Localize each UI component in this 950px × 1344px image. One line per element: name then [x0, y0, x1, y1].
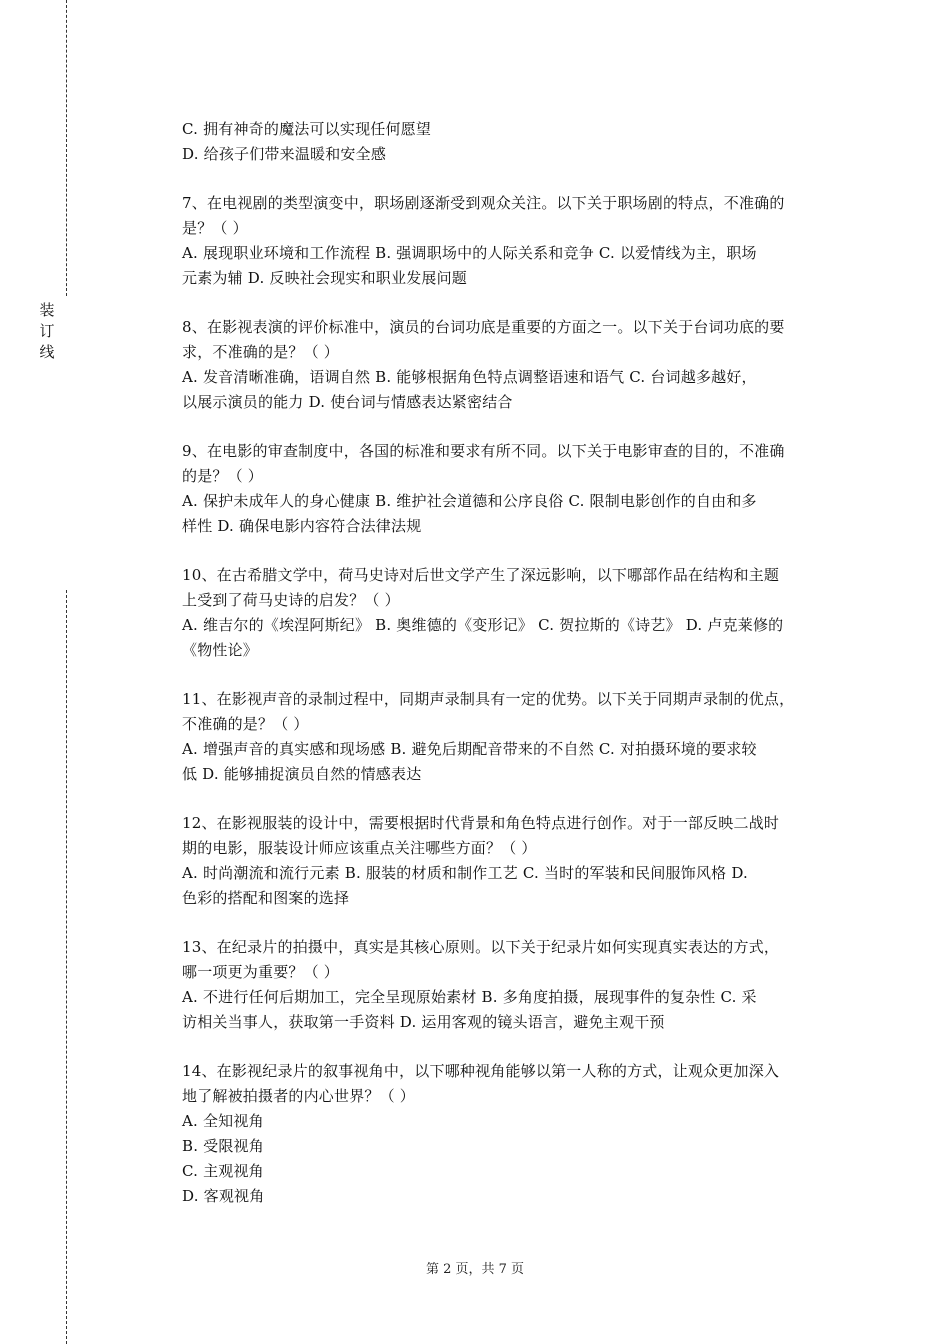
question-line: 14、在影视纪录片的叙事视角中，以下哪种视角能够以第一人称的方式，让观众更加深入 — [182, 1062, 780, 1080]
option-line: 色彩的搭配和图案的选择 — [182, 889, 350, 907]
option-line: D. 客观视角 — [182, 1187, 265, 1205]
question-13 — [182, 935, 844, 1035]
question-line: 上受到了荷马史诗的启发？（ ） — [182, 591, 400, 609]
question-line: 9、在电影的审查制度中，各国的标准和要求有所不同。以下关于电影审查的目的，不准确 — [182, 442, 785, 460]
page-number: 第 2 页，共 7 页 — [425, 1262, 525, 1277]
question-10 — [182, 563, 844, 663]
option-line: 《物性论》 — [182, 641, 259, 659]
continued-options — [182, 117, 844, 167]
option-line: D. 给孩子们带来温暖和安全感 — [182, 145, 387, 163]
question-line: 8、在影视表演的评价标准中，演员的台词功底是重要的方面之一。以下关于台词功底的要 — [182, 318, 785, 336]
binding-char: 装 — [39, 301, 55, 319]
option-line: 访相关当事人，获取第一手资料 D. 运用客观的镜头语言，避免主观干预 — [182, 1013, 665, 1031]
binding-char: 线 — [39, 343, 55, 361]
binding-label — [37, 300, 57, 363]
question-14 — [182, 1059, 844, 1209]
question-line: 不准确的是？（ ） — [182, 715, 309, 733]
question-line: 10、在古希腊文学中，荷马史诗对后世文学产生了深远影响，以下哪部作品在结构和主题 — [182, 566, 780, 584]
question-line: 的是？（ ） — [182, 467, 263, 485]
question-11 — [182, 687, 844, 787]
question-line: 11、在影视声音的录制过程中，同期声录制具有一定的优势。以下关于同期声录制的优点， — [182, 690, 795, 708]
question-12 — [182, 811, 844, 911]
binding-char: 订 — [39, 322, 55, 340]
question-8 — [182, 315, 844, 415]
question-line: 期的电影，服装设计师应该重点关注哪些方面？（ ） — [182, 839, 537, 857]
option-line: A. 展现职业环境和工作流程 B. 强调职场中的人际关系和竞争 C. 以爱情线为主，职场 — [182, 244, 757, 262]
question-line: 12、在影视服装的设计中，需要根据时代背景和角色特点进行创作。对于一部反映二战时 — [182, 814, 780, 832]
option-line: A. 维吉尔的《埃涅阿斯纪》 B. 奥维德的《变形记》 C. 贺拉斯的《诗艺》 D. 卢克莱修的 — [182, 616, 784, 634]
option-line: A. 保护未成年人的身心健康 B. 维护社会道德和公序良俗 C. 限制电影创作的自由和多 — [182, 492, 757, 510]
option-line: A. 时尚潮流和流行元素 B. 服装的材质和制作工艺 C. 当时的军装和民间服饰风格 D. — [182, 864, 748, 882]
question-9 — [182, 439, 844, 539]
option-line: A. 不进行任何后期加工，完全呈现原始素材 B. 多角度拍摄，展现事件的复杂性 C. 采 — [182, 988, 757, 1006]
option-line: 低 D. 能够捕捉演员自然的情感表达 — [182, 765, 422, 783]
binding-line-top — [66, 0, 67, 296]
option-line: 以展示演员的能力 D. 使台词与情感表达紧密结合 — [182, 393, 513, 411]
option-line: B. 受限视角 — [182, 1137, 264, 1155]
question-line: 7、在电视剧的类型演变中，职场剧逐渐受到观众关注。以下关于职场剧的特点，不准确的 — [182, 194, 785, 212]
page-content — [182, 117, 844, 1209]
binding-line-bottom — [66, 590, 67, 1344]
option-line: 元素为辅 D. 反映社会现实和职业发展问题 — [182, 269, 467, 287]
option-line: C. 主观视角 — [182, 1162, 264, 1180]
question-line: 地了解被拍摄者的内心世界？（ ） — [182, 1087, 415, 1105]
question-line: 13、在纪录片的拍摄中，真实是其核心原则。以下关于纪录片如何实现真实表达的方式， — [182, 938, 780, 956]
question-7 — [182, 191, 844, 291]
option-line: C. 拥有神奇的魔法可以实现任何愿望 — [182, 120, 432, 138]
option-line: 样性 D. 确保电影内容符合法律法规 — [182, 517, 422, 535]
option-line: A. 发音清晰准确，语调自然 B. 能够根据角色特点调整语速和语气 C. 台词越多越好， — [182, 368, 757, 386]
option-line: A. 增强声音的真实感和现场感 B. 避免后期配音带来的不自然 C. 对拍摄环境的要求较 — [182, 740, 757, 758]
option-line: A. 全知视角 — [182, 1112, 264, 1130]
question-line: 是？（ ） — [182, 219, 248, 237]
question-line: 哪一项更为重要？（ ） — [182, 963, 339, 981]
question-line: 求，不准确的是？（ ） — [182, 343, 339, 361]
